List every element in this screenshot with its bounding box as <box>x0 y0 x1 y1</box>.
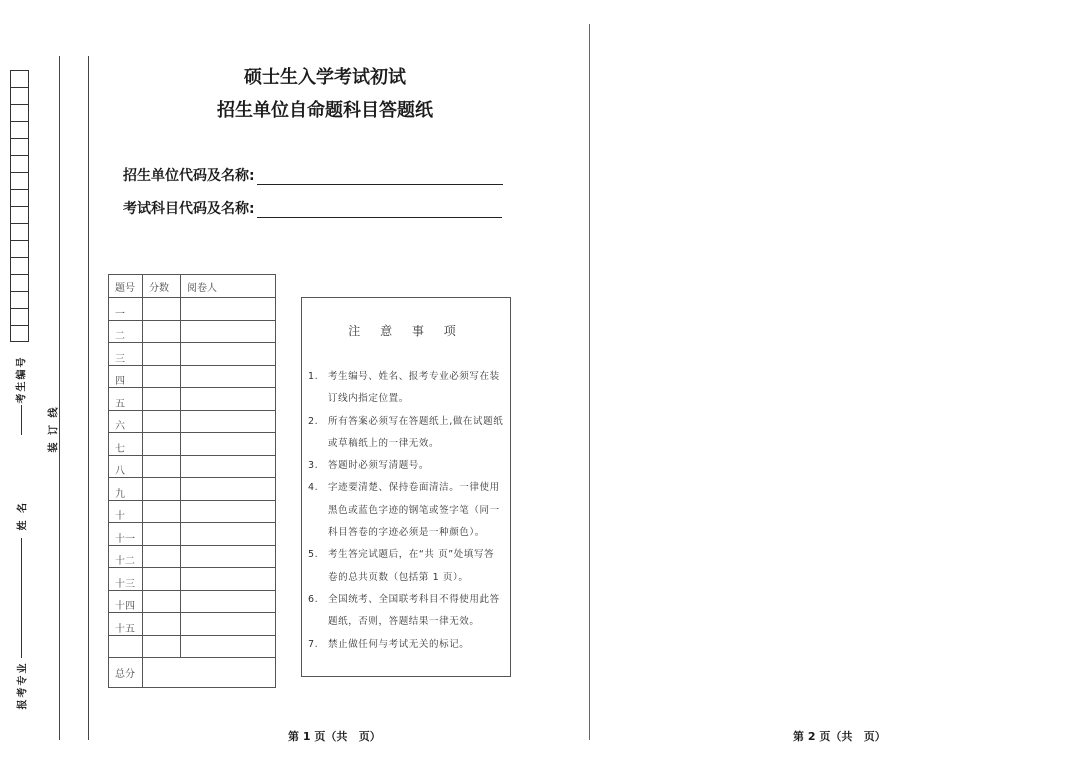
notice-item <box>308 366 504 411</box>
page-subtitle: 招生单位自命题科目答题纸 <box>217 100 433 121</box>
exam-number-cell[interactable] <box>11 173 28 190</box>
subject-label: 考试科目代码及名称: <box>123 201 255 217</box>
score-row <box>109 320 276 343</box>
grader-cell[interactable] <box>181 500 276 523</box>
question-number: 六 <box>109 410 143 433</box>
score-row <box>109 635 276 658</box>
score-cell[interactable] <box>143 500 181 523</box>
score-cell[interactable] <box>143 433 181 456</box>
score-cell[interactable] <box>143 298 181 321</box>
notice-item <box>308 634 504 656</box>
question-number: 二 <box>109 320 143 343</box>
grader-cell[interactable] <box>181 365 276 388</box>
notice-item-number: 7. <box>308 638 319 650</box>
notice-box <box>301 297 511 677</box>
page-divider <box>589 24 590 740</box>
score-cell[interactable] <box>143 320 181 343</box>
notice-item <box>308 455 504 477</box>
score-cell[interactable] <box>143 388 181 411</box>
score-cell[interactable] <box>143 635 181 658</box>
question-number: 十三 <box>109 568 143 591</box>
grader-cell[interactable] <box>181 568 276 591</box>
grader-cell[interactable] <box>181 320 276 343</box>
question-number: 五 <box>109 388 143 411</box>
grader-cell[interactable] <box>181 635 276 658</box>
notice-item-text: 全国统考、全国联考科目不得使用此答题纸，否则，答题结果一律无效。 <box>328 593 500 628</box>
page-2-footer: 第 2 页（共 页） <box>793 730 886 743</box>
page-title: 硕士生入学考试初试 <box>244 67 406 88</box>
total-row <box>109 658 276 688</box>
notice-item-text: 字迹要清楚、保持卷面清洁。一律使用黑色或蓝色字迹的钢笔或签字笔（同一科目答卷的字迹必须是一种颜色）。 <box>328 482 500 539</box>
notice-item-text: 禁止做任何与考试无关的标记。 <box>328 638 470 650</box>
exam-number-cell[interactable] <box>11 241 28 258</box>
exam-number-cell[interactable] <box>11 258 28 275</box>
grader-cell[interactable] <box>181 478 276 501</box>
notice-item-number: 1. <box>308 371 319 382</box>
notice-item-number: 2. <box>308 415 319 427</box>
score-cell[interactable] <box>143 545 181 568</box>
question-number: 一 <box>109 298 143 321</box>
score-row <box>109 500 276 523</box>
grader-cell[interactable] <box>181 545 276 568</box>
question-number: 七 <box>109 433 143 456</box>
exam-number-cell[interactable] <box>11 139 28 156</box>
exam-number-cell[interactable] <box>11 275 28 292</box>
notice-item-number: 5. <box>308 549 319 561</box>
notice-title: 注 意 事 项 <box>348 324 464 338</box>
notice-list <box>308 366 504 656</box>
exam-number-cell[interactable] <box>11 88 28 105</box>
grader-cell[interactable] <box>181 523 276 546</box>
exam-number-label: 考生编号 <box>16 355 28 404</box>
score-cell[interactable] <box>143 590 181 613</box>
score-cell[interactable] <box>143 523 181 546</box>
exam-number-cell[interactable] <box>11 71 28 88</box>
score-table-header <box>109 275 276 298</box>
header-question-no: 题号 <box>109 275 143 298</box>
question-number: 十四 <box>109 590 143 613</box>
exam-number-cell[interactable] <box>11 156 28 173</box>
name-line <box>21 538 22 658</box>
question-number: 十一 <box>109 523 143 546</box>
exam-number-cell[interactable] <box>11 309 28 326</box>
question-number: 十 <box>109 500 143 523</box>
grader-cell[interactable] <box>181 410 276 433</box>
question-number <box>109 635 143 658</box>
question-number: 三 <box>109 343 143 366</box>
unit-label: 招生单位代码及名称: <box>123 168 255 184</box>
unit-input-line[interactable] <box>257 168 503 185</box>
score-row <box>109 545 276 568</box>
exam-number-cell[interactable] <box>11 105 28 122</box>
notice-item-number: 4. <box>308 482 319 494</box>
score-row <box>109 298 276 321</box>
header-grader: 阅卷人 <box>181 275 276 298</box>
unit-field <box>123 165 503 185</box>
notice-item <box>308 544 504 589</box>
score-row <box>109 410 276 433</box>
exam-number-cell[interactable] <box>11 326 28 343</box>
grader-cell[interactable] <box>181 433 276 456</box>
question-number: 九 <box>109 478 143 501</box>
notice-item-text: 考生编号、姓名、报考专业必须写在装订线内指定位置。 <box>328 371 500 405</box>
exam-number-cell[interactable] <box>11 207 28 224</box>
notice-item-number: 3. <box>308 460 319 472</box>
page-1-footer: 第 1 页（共 页） <box>288 730 381 743</box>
total-score-cell[interactable] <box>143 658 276 688</box>
score-row <box>109 613 276 636</box>
subject-input-line[interactable] <box>257 201 502 218</box>
question-number: 八 <box>109 455 143 478</box>
exam-number-cell[interactable] <box>11 122 28 139</box>
binding-line-outer <box>59 56 60 740</box>
grader-cell[interactable] <box>181 298 276 321</box>
name-label: 姓 名 <box>17 501 29 531</box>
score-cell[interactable] <box>143 478 181 501</box>
notice-item <box>308 589 504 634</box>
score-row <box>109 365 276 388</box>
score-row <box>109 523 276 546</box>
exam-number-cell[interactable] <box>11 224 28 241</box>
major-label: 报考专业 <box>17 661 29 710</box>
notice-item <box>308 477 504 544</box>
score-cell[interactable] <box>143 568 181 591</box>
exam-number-boxes[interactable] <box>10 70 29 342</box>
score-cell[interactable] <box>143 343 181 366</box>
binding-label: 装 订 线 <box>48 405 60 453</box>
score-row <box>109 343 276 366</box>
header-score: 分数 <box>143 275 181 298</box>
notice-item-text: 考生答完试题后，在“共 页”处填写答卷的总共页数（包括第 1 页）。 <box>328 549 495 583</box>
question-number: 十二 <box>109 545 143 568</box>
exam-number-cell[interactable] <box>11 292 28 309</box>
notice-item-number: 6. <box>308 593 319 605</box>
score-row <box>109 433 276 456</box>
notice-item-text: 所有答案必须写在答题纸上,做在试题纸或草稿纸上的一律无效。 <box>328 415 504 449</box>
score-row <box>109 455 276 478</box>
score-cell[interactable] <box>143 365 181 388</box>
binding-line-inner <box>88 56 89 740</box>
total-label: 总分 <box>109 658 143 688</box>
subject-field <box>123 198 502 218</box>
grader-cell[interactable] <box>181 613 276 636</box>
grader-cell[interactable] <box>181 590 276 613</box>
score-row <box>109 388 276 411</box>
score-row <box>109 568 276 591</box>
exam-number-cell[interactable] <box>11 190 28 207</box>
exam-number-line <box>21 405 22 435</box>
notice-item-text: 答题时必须写清题号。 <box>328 460 430 472</box>
notice-item <box>308 411 504 456</box>
score-cell[interactable] <box>143 455 181 478</box>
question-number: 十五 <box>109 613 143 636</box>
score-row <box>109 590 276 613</box>
score-table <box>108 274 276 688</box>
grader-cell[interactable] <box>181 455 276 478</box>
grader-cell[interactable] <box>181 388 276 411</box>
score-cell[interactable] <box>143 410 181 433</box>
question-number: 四 <box>109 365 143 388</box>
score-cell[interactable] <box>143 613 181 636</box>
score-row <box>109 478 276 501</box>
grader-cell[interactable] <box>181 343 276 366</box>
